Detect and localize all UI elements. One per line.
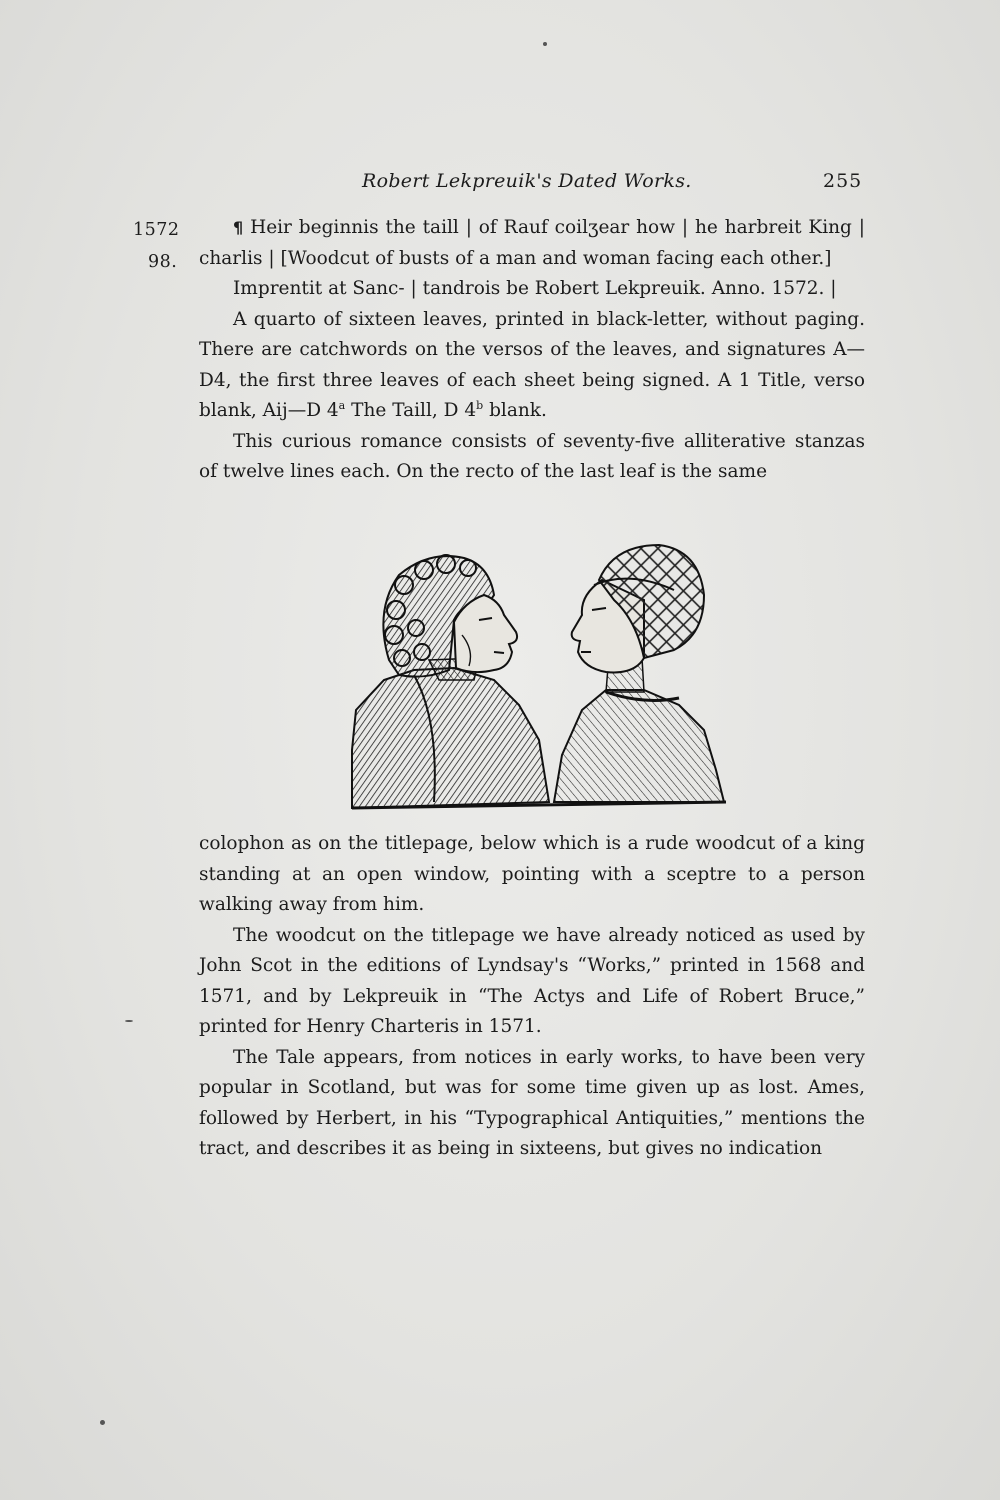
tale-paragraph: The Tale appears, from notices in early works, to have been very popular in Scotland, but was for some time given up as lost. Ames, followed by Herbert, in his “Typographical Antiquities,” mentions the tract, and describes it as being in sixteens, but gives no indication — [199, 1046, 865, 1159]
colophon-paragraph: colophon as on the titlepage, below which is a rude woodcut of a king standing at an open window, pointing with a sceptre to a person walking away from him. — [199, 833, 865, 915]
title-entry-text: Heir beginnis the taill | of Rauf coilʒear how | he harbreit King | charlis | [Woodcut of busts of a man and woman facing each other.] — [199, 217, 865, 269]
woodcut-paragraph: The woodcut on the titlepage we have already noticed as used by John Scot in the editions of Lyndsay's “Works,” printed in 1568 and 1571, and by Lekpreuik in “The Actys and Life of Robert Bruce,” printed for Henry Charteris in 1571. — [199, 924, 865, 1037]
superscript-b: b — [476, 398, 484, 412]
title-entry — [199, 213, 865, 274]
woodcut-busts-illustration — [344, 540, 730, 815]
imprint-line: Imprentit at Sanc- | tandrois be Robert Lekpreuik. Anno. 1572. | — [233, 278, 837, 299]
superscript-a: a — [338, 398, 346, 412]
paragraph-mark-icon: ¶ — [233, 218, 244, 237]
man-bust — [352, 555, 549, 808]
running-title: Robert Lekpreuik's Dated Works. — [362, 170, 692, 192]
description-paragraph — [199, 305, 865, 427]
page-number: 255 — [823, 170, 863, 192]
description-text-b: The Taill, D 4 — [345, 400, 477, 421]
romance-paragraph: This curious romance consists of seventy-five alliterative stanzas of twelve lines each. On the recto of the last leaf is the same — [199, 430, 865, 482]
woman-bust — [554, 545, 724, 802]
description-text-c: blank. — [483, 400, 547, 421]
text-block-bottom — [199, 829, 865, 1165]
margin-year: 1572 — [133, 220, 180, 240]
text-block-top — [199, 213, 865, 488]
margin-entry-number: 98. — [148, 252, 178, 272]
description-text-a: A quarto of sixteen leaves, printed in black-letter, without paging. There are catchwords on the versos of the leaves, and signatures A—D4, the first three leaves of each sheet being signed. A 1 Title, verso blank, Aij—D 4 — [199, 308, 865, 421]
